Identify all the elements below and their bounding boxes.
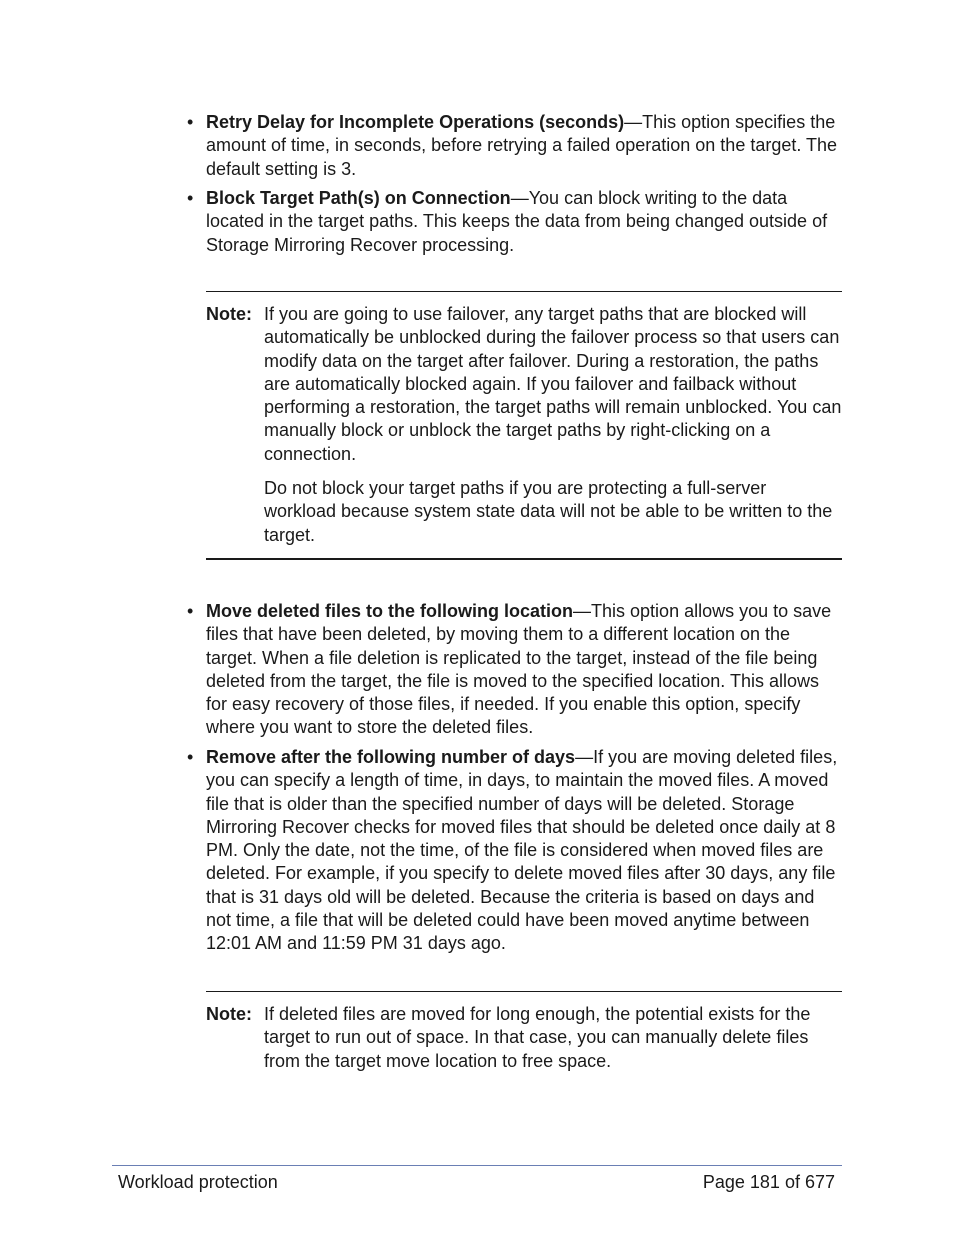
note-label: Note: — [206, 304, 252, 324]
option-term: Move deleted files to the following location — [206, 601, 574, 621]
note-paragraph: If you are going to use failover, any target paths that are blocked will automatically be unblocked during the failover process so that users can modify data on the target after failover. During a restoration, the paths are automatically blocked again. If you failover and failback without performing a restoration, the target paths will remain unblocked. You can manually block or unblock the target paths by right-clicking on a connection. — [264, 304, 842, 464]
option-term: Remove after the following number of days — [206, 747, 576, 767]
option-description: —This option specifies the amount of time, in seconds, before retrying a failed operation on the target. The default setting is 3. — [206, 112, 838, 179]
note-body — [264, 303, 842, 547]
note-label: Note: — [206, 1004, 252, 1024]
option-term: Retry Delay for Incomplete Operations (seconds) — [206, 112, 625, 132]
footer-page-number: Page 181 of 677 — [702, 1172, 835, 1192]
note-top-rule — [206, 291, 842, 292]
option-description: —If you are moving deleted files, you can specify a length of time, in days, to maintain the moved files. A moved file that is older than the specified number of days will be deleted. Storage Mirroring Recover checks for moved files that should be deleted once daily at 8 PM. Only the date, not the time, of the file is considered when moved files are deleted. For example, if you specify to delete moved files after 30 days, any file that is 31 days old will be deleted. Because the criteria is based on days and not time, a file that will be deleted could have been moved anytime between 12:01 AM and 11:59 PM 31 days ago. — [206, 747, 838, 954]
footer-rule — [112, 1165, 842, 1166]
bullet-icon: • — [187, 188, 194, 208]
option-description: —You can block writing to the data located in the target paths. This keeps the data from being changed outside of Storage Mirroring Recover processing. — [206, 188, 828, 255]
list-item-remove-after-days — [187, 746, 840, 956]
list-item-move-deleted-files — [187, 600, 840, 740]
list-item-block-target-paths — [187, 187, 840, 257]
list-item-retry-delay — [187, 111, 840, 181]
note-paragraph: If deleted files are moved for long enough, the potential exists for the target to run out of space. In that case, you can manually delete files from the target move location to free space. — [264, 1004, 811, 1071]
bullet-icon: • — [187, 747, 194, 767]
note-block-deleted-files — [206, 1003, 842, 1073]
bullet-icon: • — [187, 601, 194, 621]
note-bottom-rule — [206, 558, 842, 560]
note-paragraph: Do not block your target paths if you are protecting a full-server workload because system state data will not be able to be written to the target. — [264, 478, 833, 545]
option-term: Block Target Path(s) on Connection — [206, 188, 511, 208]
note-body — [264, 1003, 842, 1073]
bullet-icon: • — [187, 112, 194, 132]
note-top-rule — [206, 991, 842, 992]
footer-section-title: Workload protection — [118, 1172, 278, 1192]
note-block-failover — [206, 303, 842, 547]
option-description: —This option allows you to save files that have been deleted, by moving them to a different location on the target. When a file deletion is replicated to the target, instead of the file being deleted from the target, the file is moved to the specified location. This allows for easy recovery of those files, if needed. If you enable this option, specify where you want to store the deleted files. — [206, 601, 832, 738]
